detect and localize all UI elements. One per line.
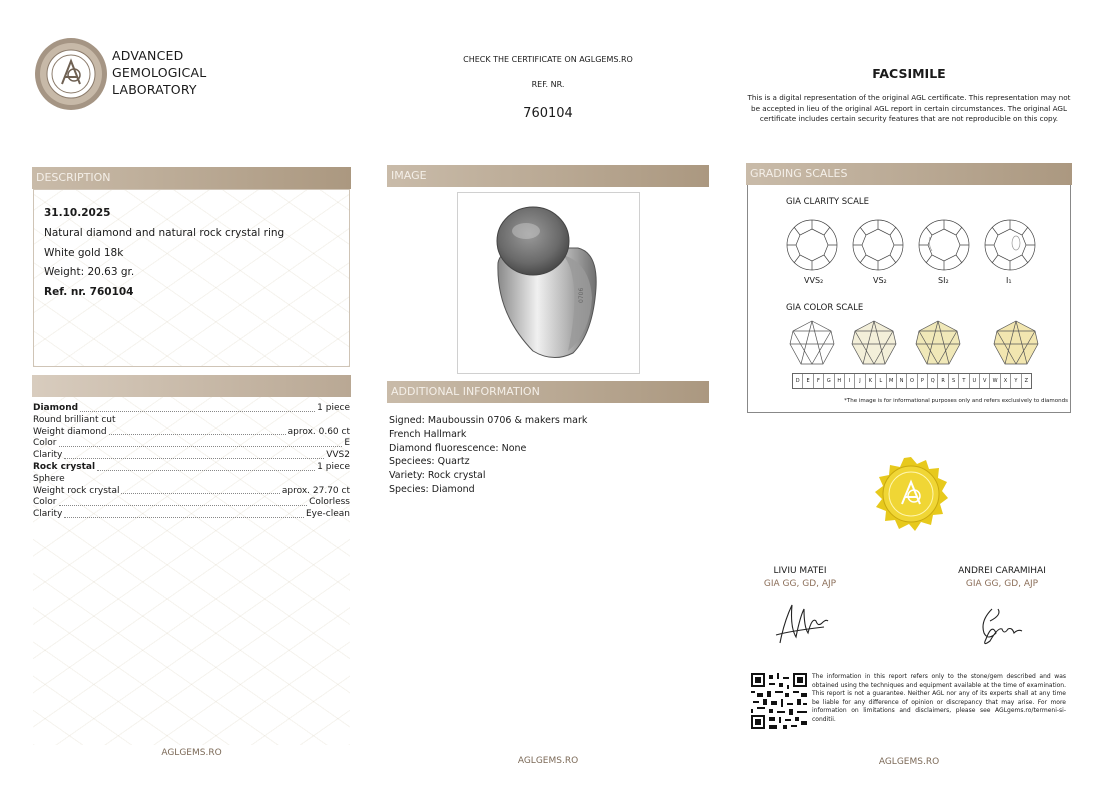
color-diamonds (778, 319, 1046, 369)
clarity-label-i1: I₁ (1006, 276, 1012, 285)
footer-link-3[interactable]: AGLGEMS.RO (878, 757, 940, 767)
qr-code[interactable] (751, 673, 807, 729)
details-list (33, 403, 350, 521)
grading-scales-box (747, 185, 1071, 413)
detail-row: Sphere (33, 473, 65, 484)
facsimile-text: This is a digital representation of the original AGL certificate. This representation may not be accepted in lieu of the original AGL report in certain circumstances. The original AGL certificate includes certain security features that are not reproducible on this copy. (747, 93, 1071, 123)
gold-seal (873, 456, 949, 532)
details-header-bar (32, 375, 351, 397)
description-weight: Weight: 20.63 gr. (44, 266, 135, 278)
clarity-diamond-vvs2 (787, 220, 837, 270)
clarity-label-vvs2: VVS₂ (804, 276, 824, 285)
color-diamond-d (790, 321, 834, 364)
additional-info-header: ADDITIONAL INFORMATION (387, 381, 709, 403)
ring-photo (457, 192, 640, 374)
clarity-label-vs2: VS₂ (873, 276, 887, 285)
ref-label: REF. NR. (531, 80, 565, 89)
description-header: DESCRIPTION (32, 167, 351, 189)
additional-info-list (389, 414, 587, 497)
description-box (33, 189, 350, 367)
color-diamond-3 (916, 321, 960, 364)
ref-value: 760104 (523, 106, 573, 121)
ring-engraving: 0706 (578, 287, 585, 303)
detail-row: Weight diamond aprox. 0.60 ct (33, 426, 350, 437)
additional-line: Speciees: Quartz (389, 456, 470, 468)
color-diamond-2 (852, 321, 896, 364)
clarity-diamond-si2 (919, 220, 969, 270)
clarity-label-si2: SI₂ (938, 276, 949, 285)
agl-seal-logo (34, 37, 108, 111)
lab-name: ADVANCED GEMOLOGICAL LABORATORY (112, 48, 207, 97)
footer-link-1[interactable]: AGLGEMS.RO (161, 748, 222, 758)
signature-2 (983, 609, 1022, 644)
signer-1-name: LIVIU MATEI (773, 566, 827, 576)
description-date: 31.10.2025 (44, 207, 111, 219)
grading-scales-header: GRADING SCALES (746, 163, 1072, 185)
color-diamond-4 (994, 321, 1038, 364)
clarity-diamond-vs2 (853, 220, 903, 270)
footer-link-2[interactable]: AGLGEMS.RO (517, 756, 579, 766)
color-letter-bar: D E F G H I J K L M N O P Q R S T U V W X Y Z (792, 373, 1032, 389)
signer-1-title: GIA GG, GD, AJP (763, 579, 837, 589)
signer-2-title: GIA GG, GD, AJP (965, 579, 1039, 589)
facsimile-title: FACSIMILE (872, 66, 946, 81)
grading-note: *The image is for informational purposes only and refers exclusively to diamonds (844, 398, 1068, 404)
color-scale-title: GIA COLOR SCALE (786, 303, 864, 313)
additional-line: Species: Diamond (389, 483, 475, 495)
clarity-scale-title: GIA CLARITY SCALE (786, 197, 870, 207)
detail-row: Round brilliant cut (33, 414, 116, 425)
description-ref: Ref. nr. 760104 (44, 286, 134, 298)
detail-row: Clarity VVS2 (33, 450, 350, 461)
description-metal: White gold 18k (44, 247, 124, 259)
signature-1 (770, 597, 832, 647)
detail-row: Color Colorless (33, 497, 350, 508)
detail-row: Weight rock crystal aprox. 27.70 ct (33, 485, 350, 496)
detail-row: Clarity Eye-clean (33, 509, 350, 520)
signer-2-name: ANDREI CARAMIHAI (958, 566, 1046, 576)
additional-line: French Hallmark (389, 428, 467, 440)
description-item: Natural diamond and natural rock crystal ring (44, 227, 285, 239)
detail-row: Rock crystal 1 piece (33, 461, 350, 472)
check-certificate-text: CHECK THE CERTIFICATE ON AGLGEMS.RO (463, 55, 633, 64)
detail-row: Color E (33, 438, 350, 449)
image-header: IMAGE (387, 165, 709, 187)
additional-line: Diamond fluorescence: None (389, 442, 527, 454)
disclaimer-text: The information in this report refers only to the stone/gem described and was obtained using the techniques and equipment available at the time of examination. This report is not a guarantee. Neither AGL nor any of its experts shall at any time be liable for any difference of opinion or discrepancy that may arise. For more information on limitations and disclaimers, please see AGLgems.ro/termeni-si-conditii. (812, 673, 1066, 723)
clarity-diamond-i1 (985, 220, 1035, 270)
additional-line: Signed: Mauboussin 0706 & makers mark (389, 415, 588, 426)
additional-line: Variety: Rock crystal (389, 470, 486, 482)
detail-row: Diamond 1 piece (33, 403, 350, 413)
